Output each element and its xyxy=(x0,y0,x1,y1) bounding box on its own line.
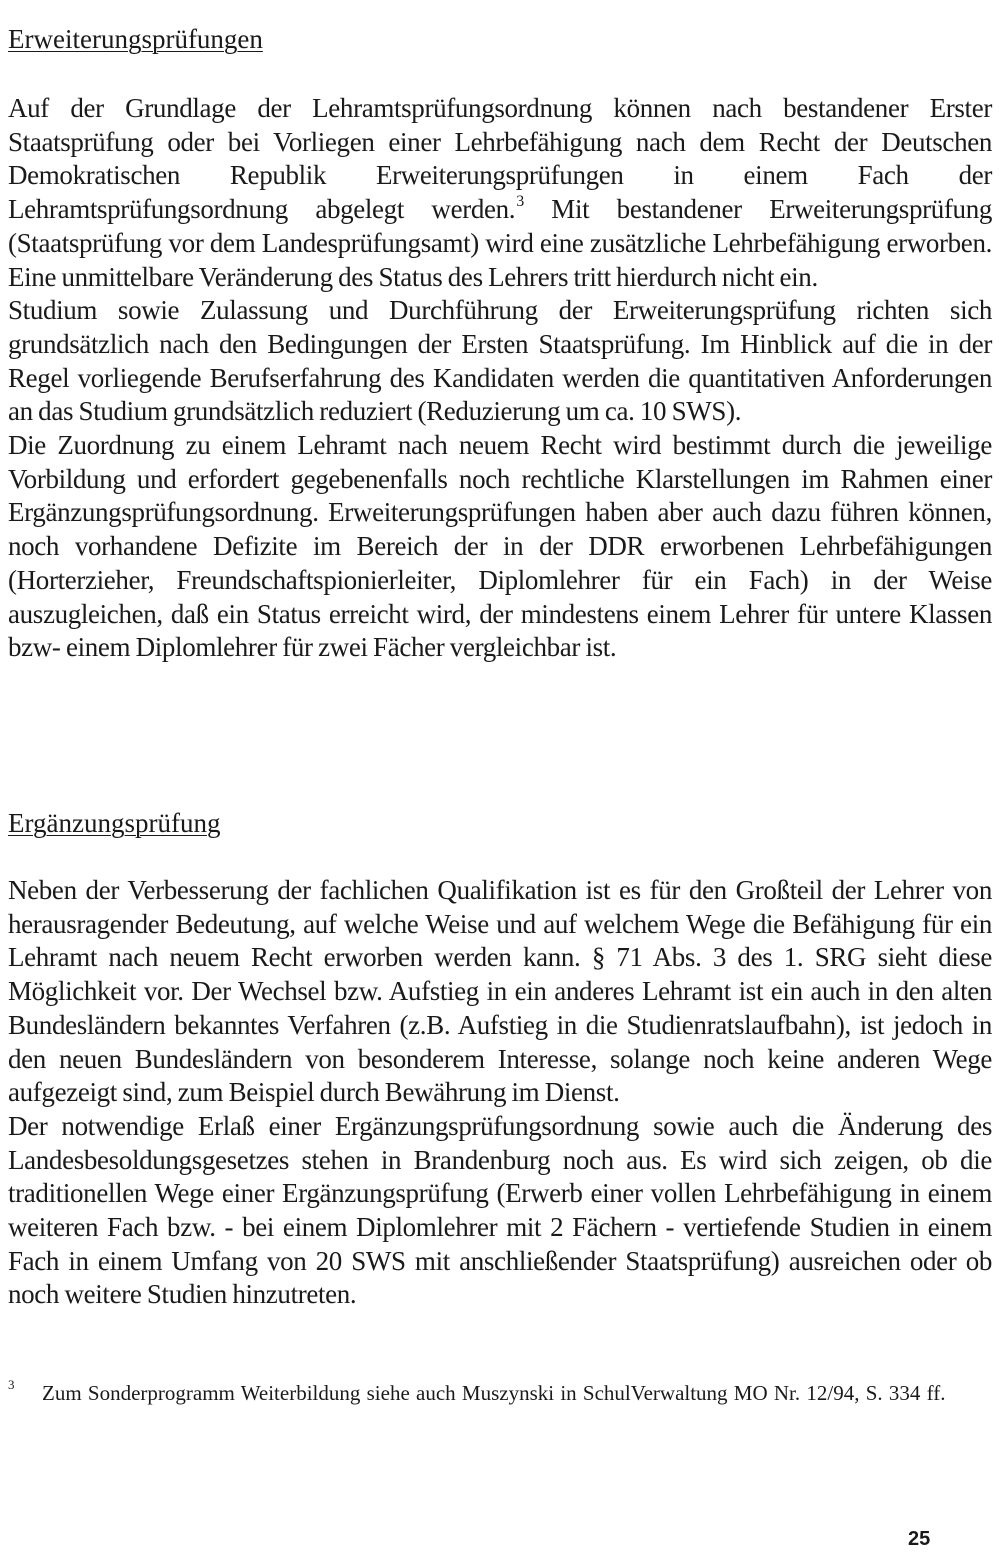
paragraph xyxy=(8,92,992,294)
paragraph: Neben der Verbesserung der fachlichen Qualifikation ist es für den Großteil der Lehrer von herausragender Bedeutung, auf welche Weise und auf welchem Wege die Befähigung für ein Lehramt nach neuem Recht erworben werden kann. § 71 Abs. 3 des 1. SRG sieht diese Möglichkeit vor. Der Wechsel bzw. Aufstieg in ein anderes Lehramt ist ein auch in den alten Bundesländern bekanntes Verfahren (z.B. Aufstieg in die Studienratslaufbahn), ist jedoch in den neuen Bundesländern von besonderem Interesse, solange noch keine anderen Wege aufgezeigt sind, zum Beispiel durch Bewährung im Dienst. xyxy=(8,875,992,1108)
footnote-reference: 3 xyxy=(516,193,524,211)
footnote: 3 Zum Sonderprogramm Weiterbildung siehe auch Muszynski in SchulVerwaltung MO Nr. 12/94, S. 334 ff. xyxy=(8,1377,946,1405)
paragraph: Der notwendige Erlaß einer Ergänzungsprüfungsordnung sowie auch die Änderung des Landesbesoldungsgesetzes stehen in Brandenburg noch aus. Es wird sich zeigen, ob die traditionellen Wege einer Ergänzungsprüfung (Erwerb einer vollen Lehrbefähigung in einem weiteren Fach bzw. - bei einem Diplomlehrer mit 2 Fächern - vertiefende Studien in einem Fach in einem Umfang von 20 SWS mit anschließender Staatsprüfung) ausreichen oder ob noch weitere Studien hinzutreten. xyxy=(8,1110,992,1310)
paragraph-text: Auf der Grundlage der Lehramtsprüfungsordnung können nach bestandener Erster Staatsprüfung oder bei Vorliegen einer Lehrbefähigung nach dem Recht der Deutschen Demokratischen Republik Erweiterungsprüfungen in einem Fach der Lehramtsprüfungsordnung abgelegt werden. xyxy=(8,93,992,225)
footnote-text: Zum Sonderprogramm Weiterbildung siehe auch Muszynski in SchulVerwaltung MO Nr. 12/94, S. 334 ff. xyxy=(42,1381,946,1405)
section-body-erweiterungspruefungen xyxy=(8,92,992,665)
section-body-ergaenzungspruefung xyxy=(8,874,992,1312)
paragraph-text: Mit bestandener Erweiterungsprüfung (Staatsprüfung vor dem Landesprüfungsamt) wird eine zusätzliche Lehrbefähigung erworben. Eine unmittelbare Veränderung des Status des Lehrers tritt hierdurch nicht ein. xyxy=(8,194,992,292)
section-heading-erweiterungspruefungen: Erweiterungsprüfungen xyxy=(8,24,263,54)
paragraph: Studium sowie Zulassung und Durchführung der Erweiterungsprüfung richten sich grundsätzlich nach den Bedingungen der Ersten Staatsprüfung. Im Hinblick auf die in der Regel vorliegende Berufserfahrung des Kandidaten werden die quantitativen Anforderungen an das Studium grundsätzlich reduziert (Reduzierung um ca. 10 SWS). xyxy=(8,295,992,427)
page-number: 25 xyxy=(908,1528,931,1550)
section-heading-ergaenzungspruefung: Ergänzungsprüfung xyxy=(8,808,221,838)
paragraph: Die Zuordnung zu einem Lehramt nach neuem Recht wird bestimmt durch die jeweilige Vorbildung und erfordert gegebenenfalls noch rechtliche Klarstellungen im Rahmen einer Ergänzungsprüfungsordnung. Erweiterungsprüfungen haben aber auch dazu führen können, noch vorhandene Defizite im Bereich der in der DDR erworbenen Lehrbefähigungen (Horterzieher, Freundschaftspionierleiter, Diplomlehrer für ein Fach) in der Weise auszugleichen, daß ein Status erreicht wird, der mindestens einem Lehrer für untere Klassen bzw- einem Diplomlehrer für zwei Fächer vergleichbar ist. xyxy=(8,430,992,663)
